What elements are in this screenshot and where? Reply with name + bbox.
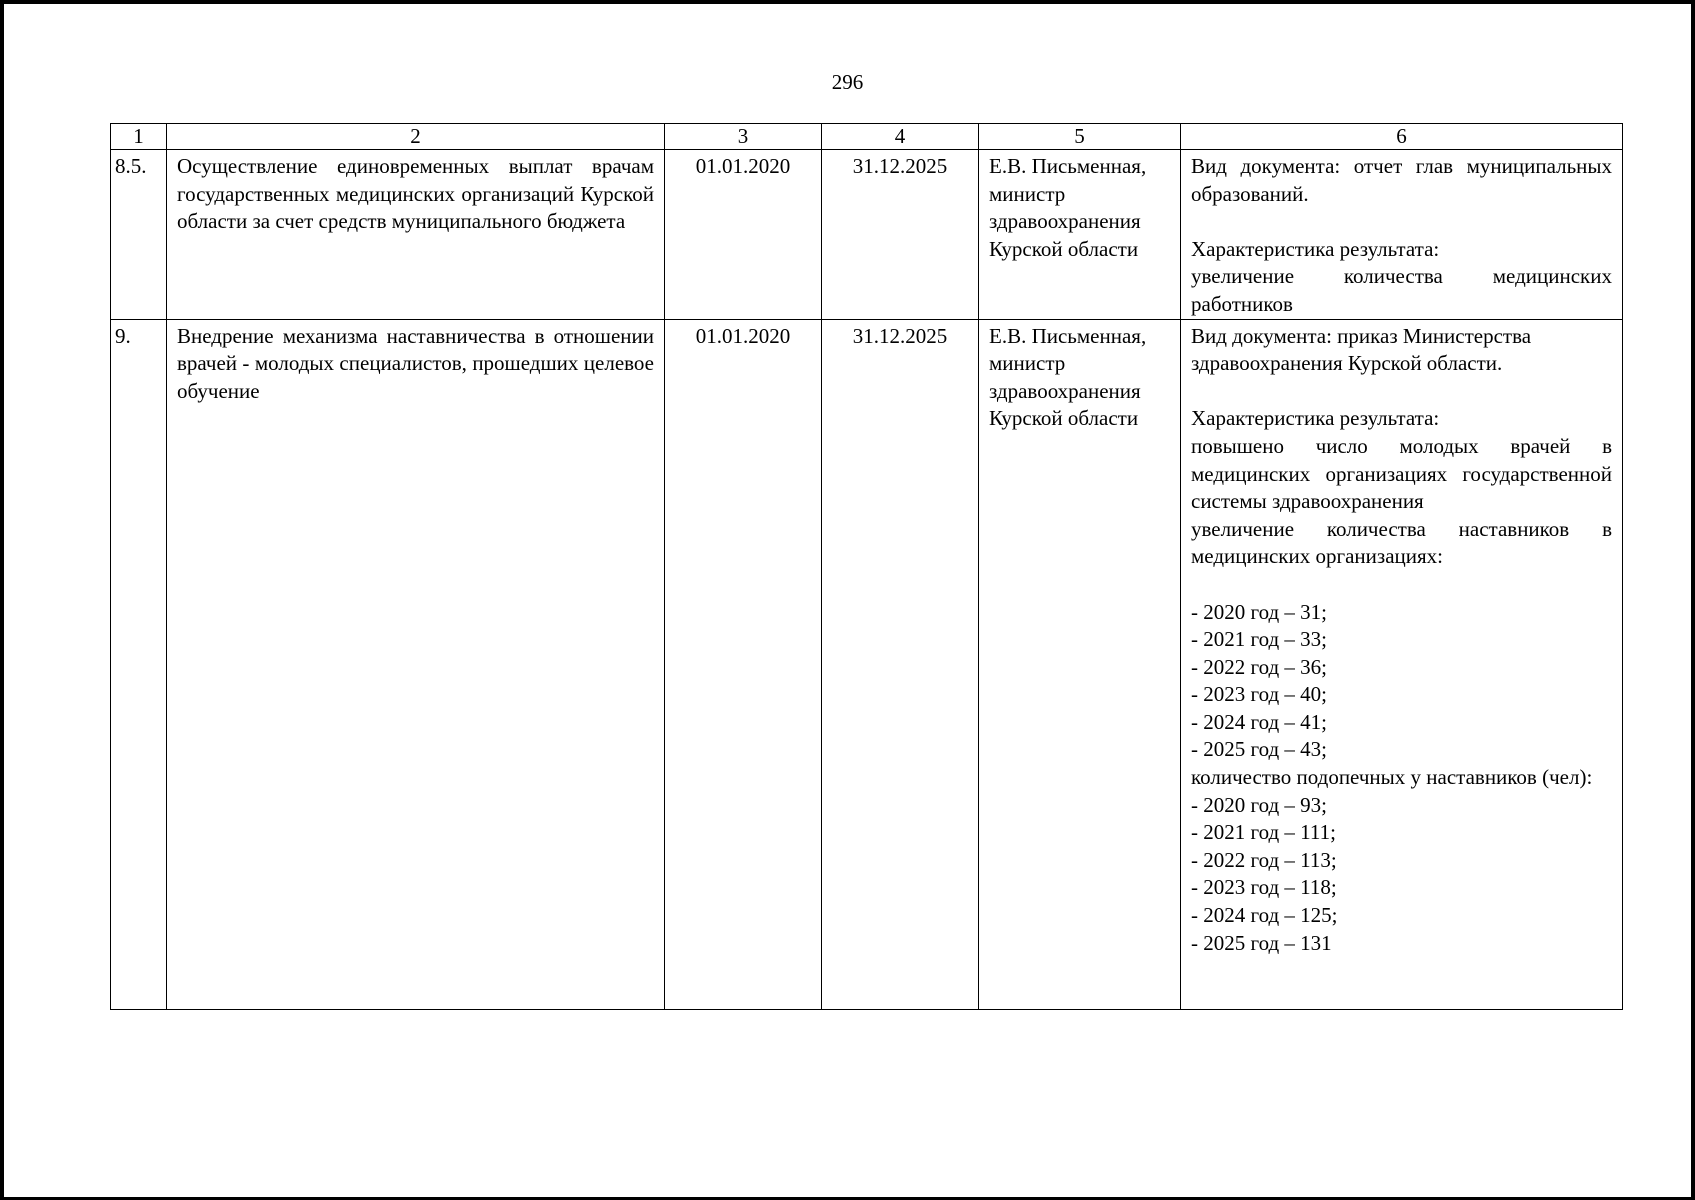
- result-characteristic-title: Характеристика результата:: [1191, 236, 1440, 261]
- row-number: 9.: [111, 319, 167, 1009]
- responsible-line: здравоохранения: [989, 378, 1141, 403]
- result-characteristic-text: повышено число молодых врачей в медицинских организациях государственной системы здравоохранения: [1191, 433, 1612, 514]
- expected-result: [1181, 150, 1623, 320]
- mentees-year-item: - 2023 год – 118;: [1191, 875, 1337, 900]
- result-characteristic-text: увеличение количества медицинских работников: [1191, 264, 1612, 316]
- responsible-line: министр: [989, 181, 1066, 206]
- responsible-line: министр: [989, 351, 1066, 376]
- responsible-person: [979, 150, 1181, 320]
- measures-table: [110, 123, 1623, 1010]
- mentees-year-item: - 2025 год – 131: [1191, 930, 1332, 955]
- start-date: 01.01.2020: [665, 150, 822, 320]
- table-row: [111, 150, 1623, 320]
- mentees-year-item: - 2020 год – 93;: [1191, 792, 1327, 817]
- document-type: Вид документа: отчет глав муниципальных образований.: [1191, 154, 1612, 206]
- mentors-year-item: - 2024 год – 41;: [1191, 709, 1327, 734]
- mentors-year-item: - 2021 год – 33;: [1191, 627, 1327, 652]
- end-date: 31.12.2025: [822, 150, 979, 320]
- mentors-year-item: - 2025 год – 43;: [1191, 737, 1327, 762]
- responsible-person: [979, 319, 1181, 1009]
- mentees-year-item: - 2022 год – 113;: [1191, 847, 1337, 872]
- mentors-year-item: - 2022 год – 36;: [1191, 654, 1327, 679]
- row-number: 8.5.: [111, 150, 167, 320]
- end-date: 31.12.2025: [822, 319, 979, 1009]
- column-number: 1: [111, 124, 167, 150]
- table-row: [111, 319, 1623, 1009]
- page-number: 296: [831, 70, 864, 94]
- column-number: 5: [979, 124, 1181, 150]
- responsible-line: Курской области: [989, 406, 1139, 431]
- result-characteristic-text: увеличение количества наставников в медицинских организациях:: [1191, 516, 1612, 569]
- mentees-year-item: - 2021 год – 111;: [1191, 820, 1336, 845]
- mentees-title: количество подопечных у наставников (чел):: [1191, 765, 1593, 790]
- responsible-line: здравоохранения: [989, 209, 1141, 234]
- expected-result: [1181, 319, 1623, 1009]
- column-number: 3: [665, 124, 822, 150]
- action-description: Внедрение механизма наставничества в отношении врачей - молодых специалистов, прошедших целевое обучение: [167, 319, 665, 1009]
- column-number: 2: [167, 124, 665, 150]
- result-characteristic-title: Характеристика результата:: [1191, 406, 1440, 431]
- responsible-line: Курской области: [989, 236, 1139, 261]
- action-description: Осуществление единовременных выплат врачам государственных медицинских организаций Курской области за счет средств муниципального бюджета: [167, 150, 665, 320]
- column-number-row: [111, 124, 1623, 150]
- column-number: 6: [1181, 124, 1623, 150]
- start-date: 01.01.2020: [665, 319, 822, 1009]
- mentors-year-item: - 2023 год – 40;: [1191, 682, 1327, 707]
- document-type: Вид документа: приказ Министерства здравоохранения Курской области.: [1191, 323, 1532, 376]
- column-number: 4: [822, 124, 979, 150]
- mentors-year-item: - 2020 год – 31;: [1191, 599, 1327, 624]
- responsible-line: Е.В. Письменная,: [989, 323, 1147, 348]
- mentees-year-item: - 2024 год – 125;: [1191, 903, 1338, 928]
- responsible-line: Е.В. Письменная,: [989, 154, 1147, 178]
